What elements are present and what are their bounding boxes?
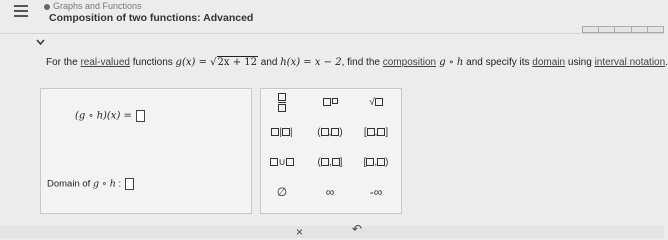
question-text: For the real-valued functions g(x) = √2x + 12 and h(x) = x − 2, find the composition g ∘ h and specify its domain using interval notation. [46, 57, 668, 68]
empty-set-key[interactable]: ∅ [276, 185, 288, 199]
negative-infinity-key[interactable]: -∞ [369, 185, 383, 199]
infinity-key[interactable]: ∞ [325, 185, 335, 199]
bottom-bar [0, 226, 664, 238]
closed-open-interval-key[interactable]: [ , ) [363, 156, 389, 168]
composition-input[interactable] [136, 110, 145, 122]
status-dot-icon [44, 4, 50, 10]
undo-icon[interactable]: ↶ [352, 222, 363, 236]
link-domain[interactable]: domain [532, 57, 566, 68]
chevron-down-icon[interactable] [36, 38, 45, 47]
open-open-interval-key[interactable]: ( , ) [317, 126, 343, 138]
header [0, 0, 664, 32]
menu-icon[interactable] [14, 5, 28, 17]
g-definition: g(x) = √2x + 12 [175, 57, 257, 68]
link-composition[interactable]: composition [382, 57, 437, 68]
composition-expression: (g ∘ h)(x) = [75, 110, 145, 122]
clear-button[interactable]: × [296, 225, 304, 239]
progress-segments [582, 26, 664, 33]
link-interval-notation[interactable]: interval notation [594, 57, 666, 68]
closed-closed-interval-key[interactable]: [ , ] [363, 126, 389, 138]
link-real-valued[interactable]: real-valued [80, 57, 130, 68]
h-definition: h(x) = x − 2 [280, 57, 342, 68]
domain-input[interactable] [125, 178, 134, 190]
absolute-value-key[interactable]: | | [263, 121, 301, 143]
keypad [260, 88, 402, 214]
power-key[interactable] [311, 91, 349, 113]
breadcrumb: Graphs and Functions [53, 1, 142, 11]
header-divider [0, 33, 664, 34]
domain-row: Domain of g ∘ h : [47, 178, 134, 190]
union-key[interactable]: ∪ [263, 151, 301, 173]
sqrt-key[interactable]: √ [357, 91, 395, 113]
open-closed-interval-key[interactable]: ( , ] [317, 156, 343, 168]
topic-title: Composition of two functions: Advanced [49, 12, 254, 24]
fraction-key[interactable] [263, 91, 301, 113]
answer-panel [40, 88, 252, 214]
